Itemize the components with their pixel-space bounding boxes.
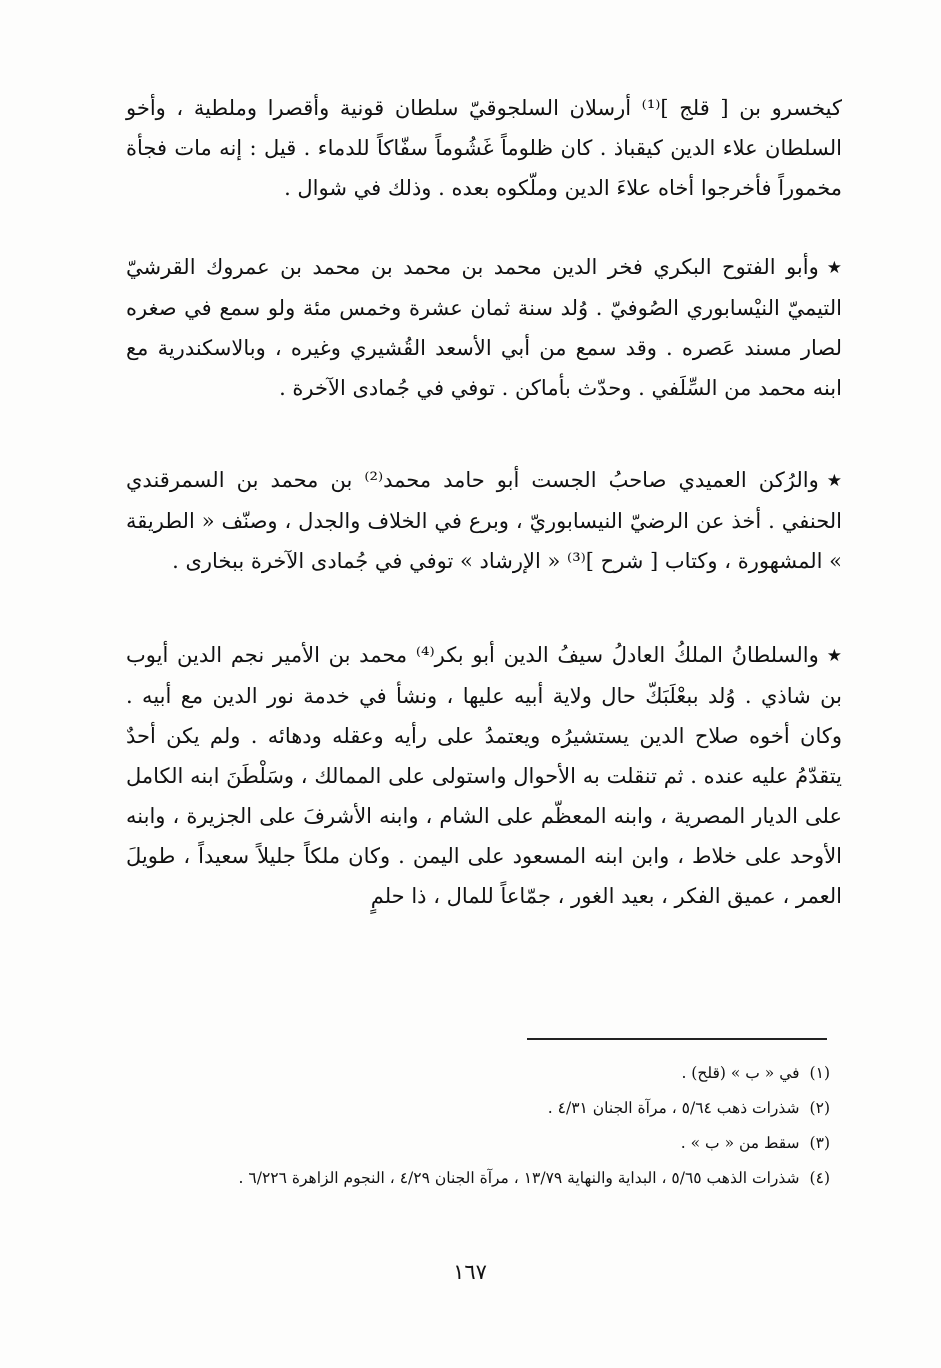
footnote-text: في « ب » (قلح) .	[681, 1064, 800, 1082]
entry-text: والرُكن العميدي صاحبُ الجست أبو حامد محمد⁽²⁾ بن محمد بن السمرقندي الحنفي . أخذ عن الرضيّ النيسابوريّ ، وبرع في الخلاف والجدل ، وصنّف « الطريقة » المشهورة ، وكتاب [ شرح ]⁽³⁾ « الإرشاد » توفي في جُمادى الآخرة ببخارى .	[126, 468, 842, 573]
footnote-text: شذرات الذهب ٥/٦٥ ، البداية والنهاية ١٣/٧٩ ، مرآة الجنان ٤/٢٩ ، النجوم الزاهرة ٦/٢٢٦ .	[238, 1169, 800, 1187]
biography-entry-amidi	[126, 460, 842, 581]
entry-star-icon: ★	[826, 471, 842, 491]
entry-star-icon: ★	[826, 258, 842, 278]
footnote-number: (١)	[809, 1064, 830, 1082]
paragraph-gap	[126, 408, 842, 460]
entry-text: والسلطانُ الملكُ العادلُ سيفُ الدين أبو بكر⁽⁴⁾ محمد بن الأمير نجم الدين أيوب بن شاذي . وُلد ببعْلَبَكّ حال ولاية أبيه عليها ، ونشأ في خدمة نور الدين مع أبيه . وكان أخوه صلاح الدين يستشيرُه ويعتمدُ على رأيه وعقله ودهائه . ولم يكن أحدٌ يتقدّمُ عليه عنده . ثم تنقلت به الأحوال واستولى على الممالك ، وسَلْطَنَ ابنه الكامل على الديار المصرية ، وابنه المعظّم على الشام ، وابنه الأشرفَ على الجزيرة ، وابنه الأوحد على خلاط ، وابن ابنه المسعود على اليمن . وكان ملكاً جليلاً سعيداً ، طويلَ العمر ، عميق الفكر ، بعيد الغور ، جمّاعاً للمال ، ذا حلمٍ	[126, 643, 843, 908]
footnote-item	[118, 1056, 830, 1091]
entry-star-icon: ★	[826, 646, 842, 666]
footnote-number: (٣)	[809, 1134, 830, 1152]
page-number: ١٦٧	[453, 1260, 487, 1284]
paragraph-gap	[126, 208, 842, 247]
biography-entry-bakri	[126, 247, 842, 408]
footnote-item	[118, 1126, 830, 1161]
footnotes	[118, 1056, 830, 1196]
footnote-text: سقط من « ب » .	[680, 1134, 800, 1152]
footnote-number: (٤)	[809, 1169, 830, 1187]
paragraph-gap	[126, 581, 842, 635]
footnote-text: شذرات ذهب ٥/٦٤ ، مرآة الجنان ٤/٣١ .	[547, 1099, 800, 1117]
footnote-item	[118, 1161, 830, 1196]
biography-entry-adil	[126, 635, 842, 916]
entry-text: وأبو الفتوح البكري فخر الدين محمد بن محمد بن محمد بن عمروك القرشيّ التيميّ النيْسابوري الصُوفيّ . وُلد سنة ثمان عشرة وخمس مئة ولو سمع في صغره لصار مسند عَصره . وقد سمع من أبي الأسعد القُشيري وغيره ، وبالاسكندرية مع ابنه محمد من السِّلَفي . وحدّث بأماكن . توفي في جُمادى الآخرة .	[126, 255, 842, 400]
footnote-number: (٢)	[809, 1099, 830, 1117]
footnote-item	[118, 1091, 830, 1126]
footnote-divider	[527, 1038, 827, 1040]
paragraph-continuation: كيخسرو بن [ قلج ]⁽¹⁾ أرسلان السلجوقيّ سلطان قونية وأقصرا وملطية ، وأخو السلطان علاء الدين كيقباذ . كان ظلوماً غَشُوماً سفّاكاً للدماء . قيل : إنه مات فجأة مخموراً فأخرجوا أخاه علاءَ الدين وملّكوه بعده . وذلك في شوال .	[126, 96, 842, 200]
main-text	[126, 88, 842, 916]
